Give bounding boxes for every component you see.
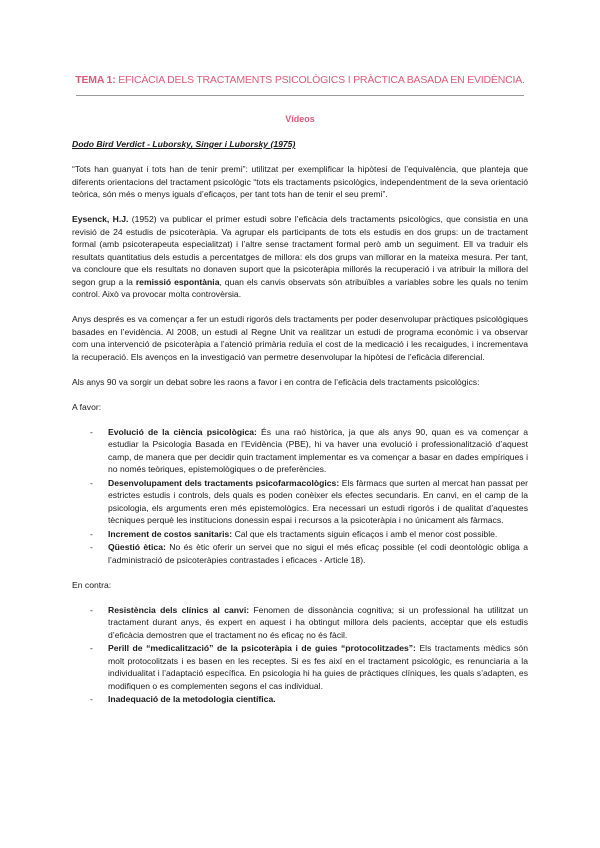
debate-paragraph: Als anys 90 va sorgir un debat sobre les raons a favor i en contra de l’eficàcia dels tractaments psicològics: [72,376,480,387]
section-subtitle: Vídeos [285,114,315,124]
eysenck-paragraph [72,213,528,301]
eysenck-text-2: , quan els canvis observats són atribuïbles a variables sobre les quals no tenim control. Això va provocar molta controvèrsia. [72,276,528,299]
list-item [72,541,528,566]
intro-paragraph: “Tots han guanyat i tots han de tenir premi”: utilitzat per exemplificar la hipòtesi de l’equivalència, que planteja que diferents orientacions del tractament psicològic “tots els tractaments psicològics, independentment de la seva orientació teòrica, són més o menys iguals d’eficaços, per tant tots han de tenir el seu premi”. [72,164,528,199]
title-text: EFICÀCIA DELS TRACTAMENTS PSICOLÒGICS I PRÀCTICA BASADA EN EVIDÈNCIA. [115,74,525,86]
list-item [72,604,528,642]
contra-label: En contra: [72,579,112,590]
list-item [72,642,528,692]
item-text: Els fàrmacs que surten al mercat han passat per estrictes estudis i controls, dels quals es poden conèixer els efectes secundaris. En canvi, en el camp de la psicologia, els arguments eren més epistemològics. Era necessari un estudi rigorós i de qualitat d’aquestes tècniques perquè les institucions donessin espai i recursos a la psicoteràpia i no únicament als fàrmacs. [108,477,529,525]
eysenck-term: remissió espontània [135,276,220,287]
item-lead: Perill de “medicalització” de la psicoteràpia i de guies “protocolitzades”: [108,643,416,653]
later-paragraph: Anys després es va començar a fer un estudi rigorós dels tractaments per poder desenvolupar pràctiques psicològiques basades en l’evidència. Al 2008, un estudi al Regne Unit va realitzar un estudi de programa econòmic i va observar com una intervenció de psicoteràpia a l’atenció primària reduïa el cost de la medicació i les recaigudes, i incrementava la recuperació. Els avenços en la investigació van permetre desenvolupar la hipòtesi de l’eficàcia diferencial. [72,314,528,362]
section-heading: Dodo Bird Verdict - Luborsky, Singer i Luborsky (1975) [72,139,296,149]
item-text: És una raó històrica, ja que als anys 90, quan es va començar a estudiar la Psicologia Basada en l’Evidència (PBE), hi va haver una evolució i professionalització d’aquest camp, de manera que per decidir quin tractament implementar es va començar a basar en dades empíriques i no només teòriques, epistemològiques o de preferències. [108,426,529,474]
list-item [72,528,528,541]
favor-label: A favor: [72,401,102,412]
item-lead: Increment de costos sanitaris: [108,528,233,539]
document-body [72,138,528,718]
eysenck-name: Eysenck, H.J. [72,214,129,224]
page-title [0,74,600,86]
item-text: Els tractaments mèdics són molt protocolitzats i es basen en les receptes. Si es fes així en el tractament psicològic, es renunciaria a la individualitat i l’adaptació específica. En psicologia hi ha guies de pràctiques clíniques, les quals s’adapten, es modifiquen o es complementen segons el cas individual. [108,643,528,691]
list-item [72,693,528,706]
eysenck-text-1: (1952) va publicar el primer estudi sobre l’eficàcia dels tractaments psicològics, que consistia en una revisió de 24 estudis de psicoteràpia. Va agrupar els participants de tots els estudis en dos grups: un de tractament formal (amb psicoterapeuta especialitzat) i l’altre sense tractament formal però amb un seguiment. Ell va traduir els resultats quantitatius dels estudis a percentatges de millora: els dos grups van millorar en la mateixa mesura. Per tant, va concloure que els resultats no donaven suport que la psicoteràpia millorés la recuperació i va atribuir la millora del segon grup a la [72,214,528,287]
item-lead: Qüestió ètica: [108,542,166,552]
list-item [72,477,528,527]
favor-list [72,426,528,567]
item-lead: Inadequació de la metodologia científica. [108,694,276,704]
item-lead: Evolució de la ciència psicològica: [108,426,257,437]
item-text: Cal que els tractaments siguin eficaços i amb el menor cost possible. [232,528,498,539]
item-lead: Desenvolupament dels tractaments psicofarmacològics: [108,477,340,488]
item-lead: Resistència dels clínics al canvi: [108,604,250,615]
title-divider [76,95,524,96]
contra-list [72,604,528,706]
list-item [72,426,528,476]
item-text: No és ètic oferir un servei que no sigui el més eficaç possible (el codi deontològic obliga a l’administració de psicoteràpies contrastades i eficaces - Article 18). [108,542,528,565]
title-prefix: TEMA 1: [75,74,116,86]
item-text: Fenomen de dissonància cognitiva; si un professional ha utilitzat un tractament durant anys, és expert en aquest i ha obtingut millora dels pacients, acceptar que els estudis d’eficàcia demostren que el tractament no és eficaç no és fàcil. [108,604,528,640]
